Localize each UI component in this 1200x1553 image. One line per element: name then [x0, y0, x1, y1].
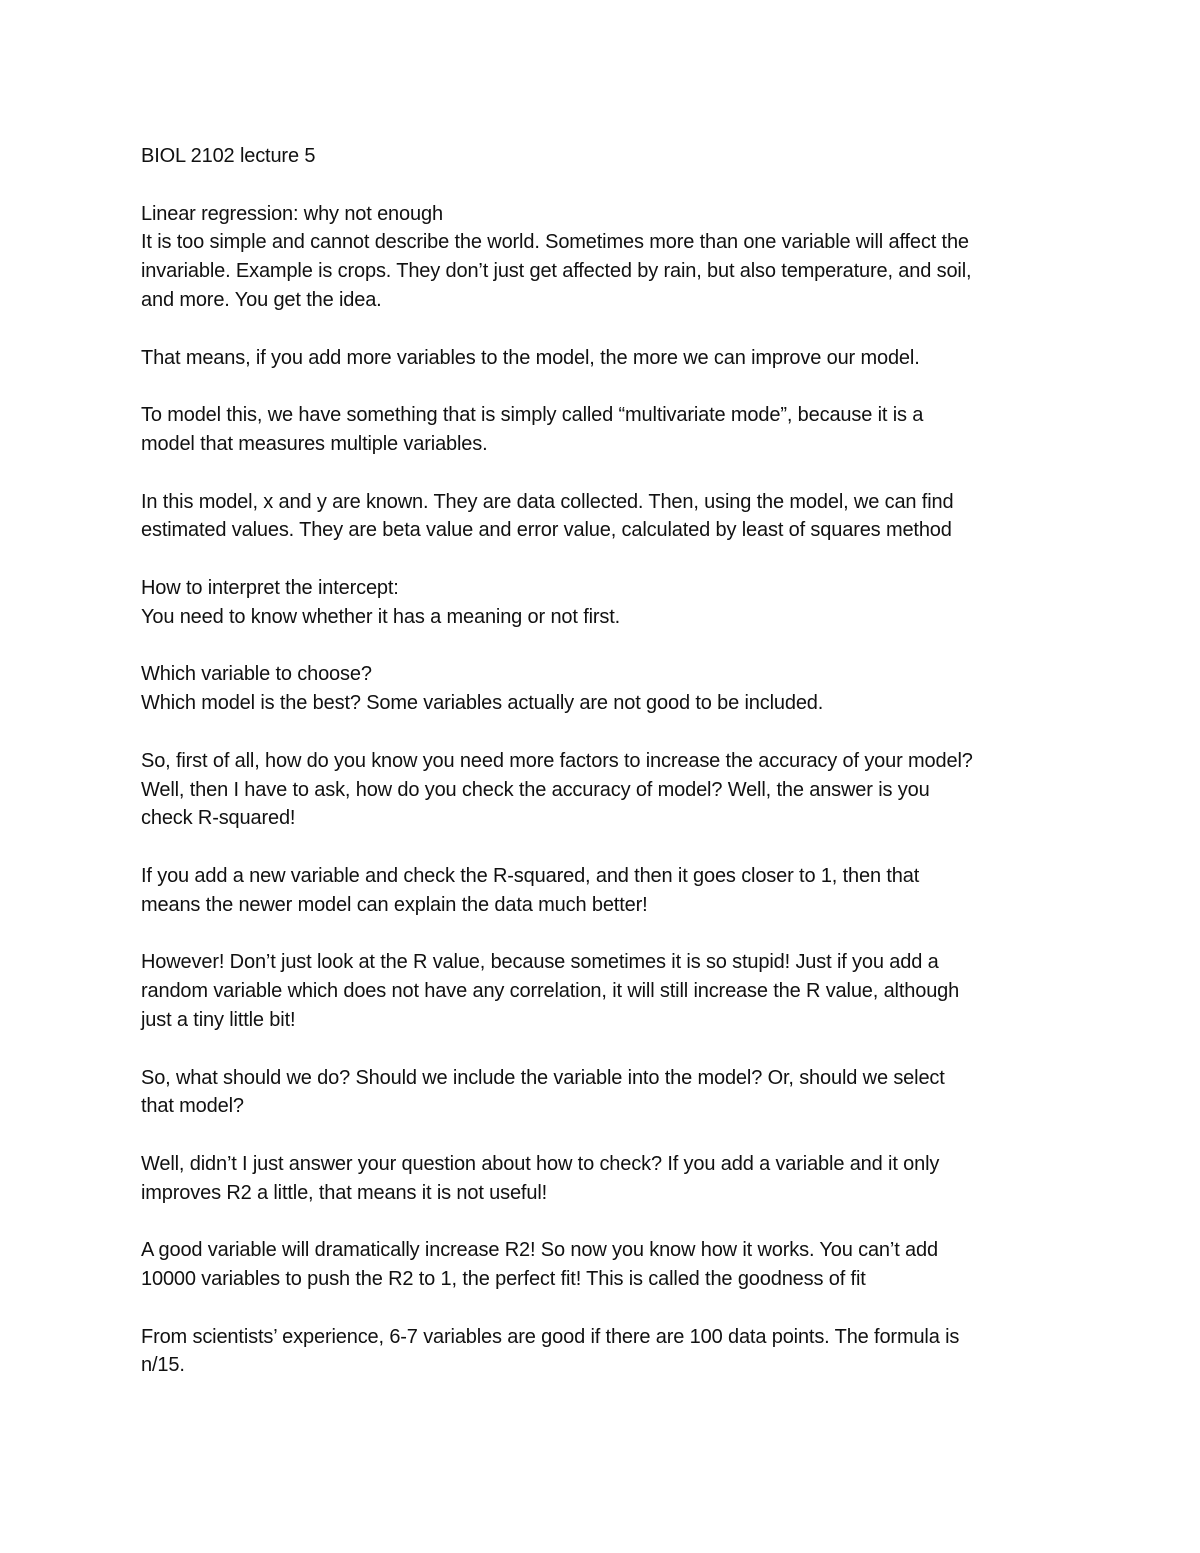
paragraph — [141, 1064, 1061, 1122]
text-line: estimated values. They are beta value and error value, calculated by least of squares method — [141, 519, 952, 542]
text-line: So, first of all, how do you know you need more factors to increase the accuracy of your model? — [141, 749, 973, 772]
text-line: that model? — [141, 1095, 244, 1118]
document-title — [141, 142, 1061, 171]
text-line: means the newer model can explain the data much better! — [141, 893, 648, 916]
paragraph — [141, 862, 1061, 920]
text-line: Linear regression: why not enough — [141, 202, 443, 225]
text-line: n/15. — [141, 1354, 185, 1377]
text-line: Well, didn’t I just answer your question about how to check? If you add a variable and it only — [141, 1152, 940, 1175]
text-line: check R-squared! — [141, 807, 296, 830]
text-line: It is too simple and cannot describe the world. Sometimes more than one variable will affect the — [141, 231, 969, 254]
paragraph — [141, 344, 1061, 373]
text-line: That means, if you add more variables to the model, the more we can improve our model. — [141, 346, 920, 369]
text-line: model that measures multiple variables. — [141, 432, 488, 455]
text-line: To model this, we have something that is simply called “multivariate mode”, because it is a — [141, 404, 924, 427]
text-line: A good variable will dramatically increase R2! So now you know how it works. You can’t add — [141, 1239, 938, 1262]
text-line: and more. You get the idea. — [141, 288, 382, 311]
paragraph — [141, 574, 1061, 632]
paragraph — [141, 948, 1061, 1034]
text-line: invariable. Example is crops. They don’t just get affected by rain, but also temperature, and soil, — [141, 260, 972, 283]
text-line: Well, then I have to ask, how do you check the accuracy of model? Well, the answer is you — [141, 778, 930, 801]
text-line: Which model is the best? Some variables actually are not good to be included. — [141, 692, 824, 715]
text-line: Which variable to choose? — [141, 663, 372, 686]
text-line: So, what should we do? Should we include the variable into the model? Or, should we select — [141, 1066, 945, 1089]
paragraph — [141, 747, 1061, 833]
text-line: From scientists’ experience, 6-7 variables are good if there are 100 data points. The formula is — [141, 1325, 960, 1348]
text-line: How to interpret the intercept: — [141, 576, 399, 599]
text-line: just a tiny little bit! — [141, 1008, 296, 1031]
paragraph — [141, 1236, 1061, 1294]
paragraph — [141, 1323, 1061, 1381]
paragraph — [141, 660, 1061, 718]
paragraph — [141, 1150, 1061, 1208]
text-line: You need to know whether it has a meaning or not first. — [141, 605, 621, 628]
title-line: BIOL 2102 lecture 5 — [141, 145, 316, 167]
text-line: In this model, x and y are known. They are data collected. Then, using the model, we can find — [141, 490, 954, 513]
text-line: However! Don’t just look at the R value, because sometimes it is so stupid! Just if you add a — [141, 951, 939, 974]
text-line: random variable which does not have any correlation, it will still increase the R value, although — [141, 980, 960, 1003]
paragraph-list — [141, 200, 1061, 1381]
paragraph — [141, 200, 1061, 315]
text-line: improves R2 a little, that means it is not useful! — [141, 1181, 548, 1204]
paragraph — [141, 488, 1061, 546]
text-line: 10000 variables to push the R2 to 1, the perfect fit! This is called the goodness of fit — [141, 1268, 866, 1291]
paragraph — [141, 401, 1061, 459]
text-line: If you add a new variable and check the R-squared, and then it goes closer to 1, then that — [141, 864, 920, 887]
document-body — [141, 142, 1061, 1409]
